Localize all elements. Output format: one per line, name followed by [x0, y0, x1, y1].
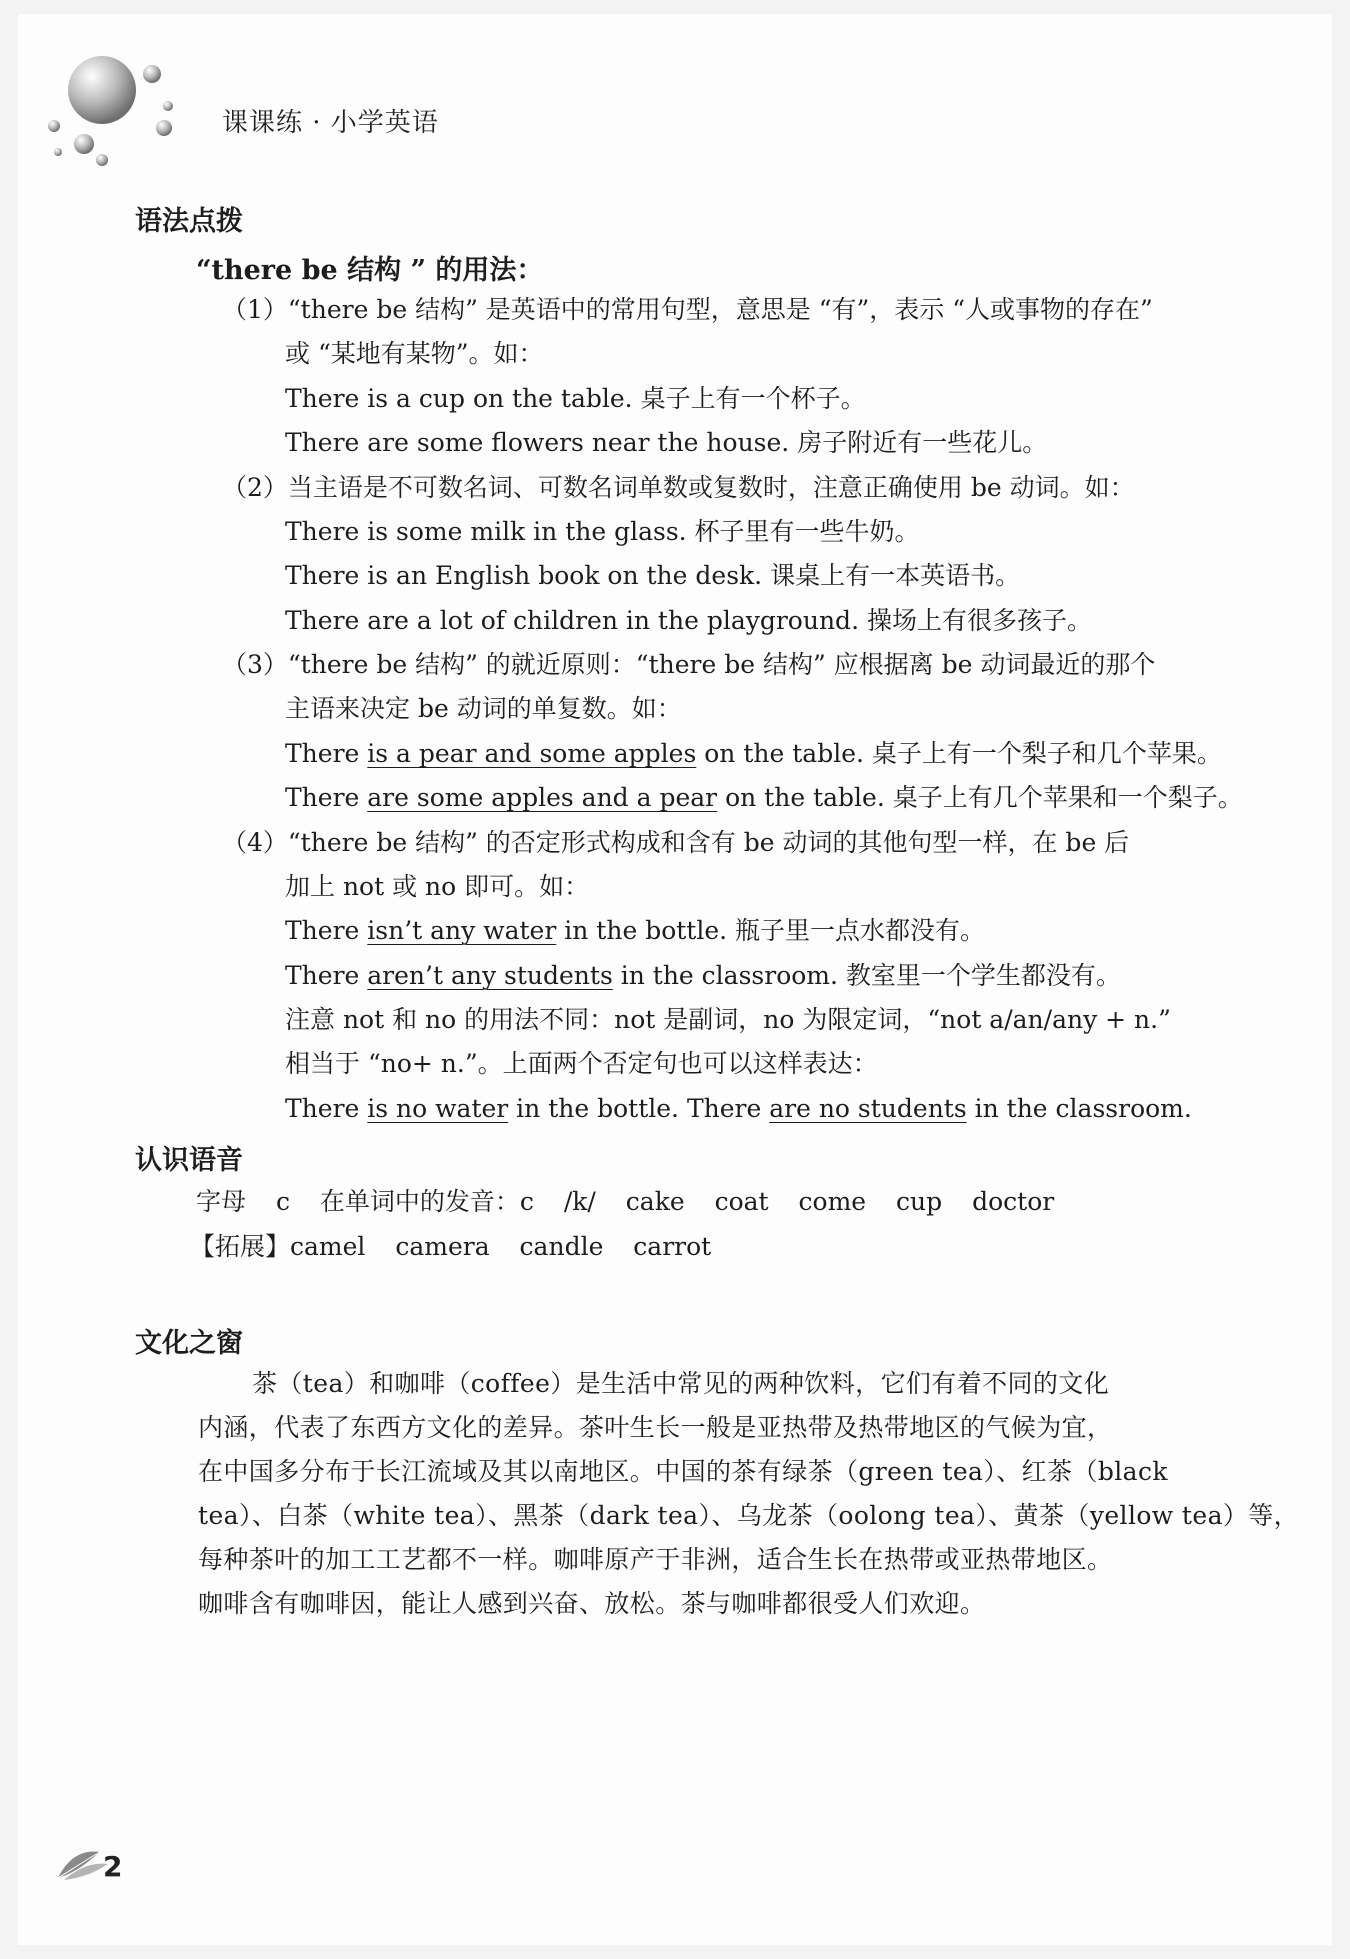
section-title-phonics: 认识语音	[135, 1145, 243, 1176]
note-line-2: 相当于 “no+ n.”。上面两个否定句也可以这样表达：	[285, 1049, 878, 1078]
grammar-point-4-line-1: （4）“there be 结构” 的否定形式构成和含有 be 动词的其他句型一样，在 be 后	[222, 828, 1130, 857]
note-line-1: 注意 not 和 no 的用法不同：not 是副词，no 为限定词，“not a/an/any + n.”	[285, 1005, 1171, 1034]
culture-paragraph-line: 咖啡含有咖啡因，能让人感到兴奋、放松。茶与咖啡都很受人们欢迎。	[198, 1589, 986, 1618]
phonics-extension-words: 【拓展】camel camera candle carrot	[190, 1232, 712, 1261]
section-title-culture: 文化之窗	[135, 1328, 243, 1359]
grammar-point-1-line-1: （1）“there be 结构” 是英语中的常用句型，意思是 “有”，表示 “人或事物的存在”	[222, 295, 1153, 324]
example-sentence: There is an English book on the desk. 课桌上有一本英语书。	[285, 561, 1021, 590]
example-sentence: There isn’t any water in the bottle. 瓶子里一点水都没有。	[285, 916, 986, 945]
grammar-subtitle: “there be 结构 ” 的用法：	[196, 255, 544, 286]
grammar-point-4-line-2: 加上 not 或 no 即可。如：	[285, 872, 590, 901]
example-sentence: There are some apples and a pear on the table. 桌子上有几个苹果和一个梨子。	[285, 783, 1243, 812]
underlined-negation: isn’t any water	[367, 916, 557, 945]
culture-paragraph-line: 每种茶叶的加工工艺都不一样。咖啡原产于非洲，适合生长在热带或亚热带地区。	[198, 1545, 1113, 1574]
culture-paragraph-line: 内涵，代表了东西方文化的差异。茶叶生长一般是亚热带及热带地区的气候为宜，	[198, 1413, 1113, 1442]
grammar-point-3-line-1: （3）“there be 结构” 的就近原则：“there be 结构” 应根据离 be 动词最近的那个	[222, 650, 1156, 679]
section-title-grammar: 语法点拨	[135, 206, 243, 237]
example-sentence: There is a pear and some apples on the table. 桌子上有一个梨子和几个苹果。	[285, 739, 1222, 768]
underlined-negation: aren’t any students	[367, 961, 613, 990]
example-sentence: There is no water in the bottle. There are no students in the classroom.	[285, 1094, 1192, 1123]
culture-paragraph-line: tea）、白茶（white tea）、黑茶（dark tea）、乌龙茶（oolong tea）、黄茶（yellow tea）等，	[198, 1501, 1300, 1530]
example-sentence: There are a lot of children in the playground. 操场上有很多孩子。	[285, 606, 1092, 635]
page-number: 2	[103, 1850, 123, 1883]
grammar-point-2-line-1: （2）当主语是不可数名词、可数名词单数或复数时，注意正确使用 be 动词。如：	[222, 473, 1135, 502]
grammar-point-1-line-2: 或 “某地有某物”。如：	[285, 339, 544, 368]
underlined-subject: is a pear and some apples	[367, 739, 697, 768]
example-sentence: There is a cup on the table. 桌子上有一个杯子。	[285, 384, 866, 413]
example-sentence: There is some milk in the glass. 杯子里有一些牛奶。	[285, 517, 920, 546]
culture-paragraph-line: 茶（tea）和咖啡（coffee）是生活中常见的两种饮料，它们有着不同的文化	[252, 1369, 1110, 1398]
running-title: 课课练 · 小学英语	[222, 108, 439, 138]
example-sentence: There are some flowers near the house. 房子附近有一些花儿。	[285, 428, 1048, 457]
culture-paragraph-line: 在中国多分布于长江流域及其以南地区。中国的茶有绿茶（green tea）、红茶（black	[198, 1457, 1168, 1486]
underlined-negation: is no water	[367, 1094, 509, 1123]
phonics-letter-c-words: 字母 c 在单词中的发音：c /k/ cake coat come cup doctor	[196, 1187, 1055, 1216]
underlined-negation: are no students	[769, 1094, 967, 1123]
grammar-point-3-line-2: 主语来决定 be 动词的单复数。如：	[285, 694, 682, 723]
underlined-subject: are some apples and a pear	[367, 783, 718, 812]
example-sentence: There aren’t any students in the classroom. 教室里一个学生都没有。	[285, 961, 1121, 990]
bubbles-decoration-icon	[40, 48, 190, 178]
